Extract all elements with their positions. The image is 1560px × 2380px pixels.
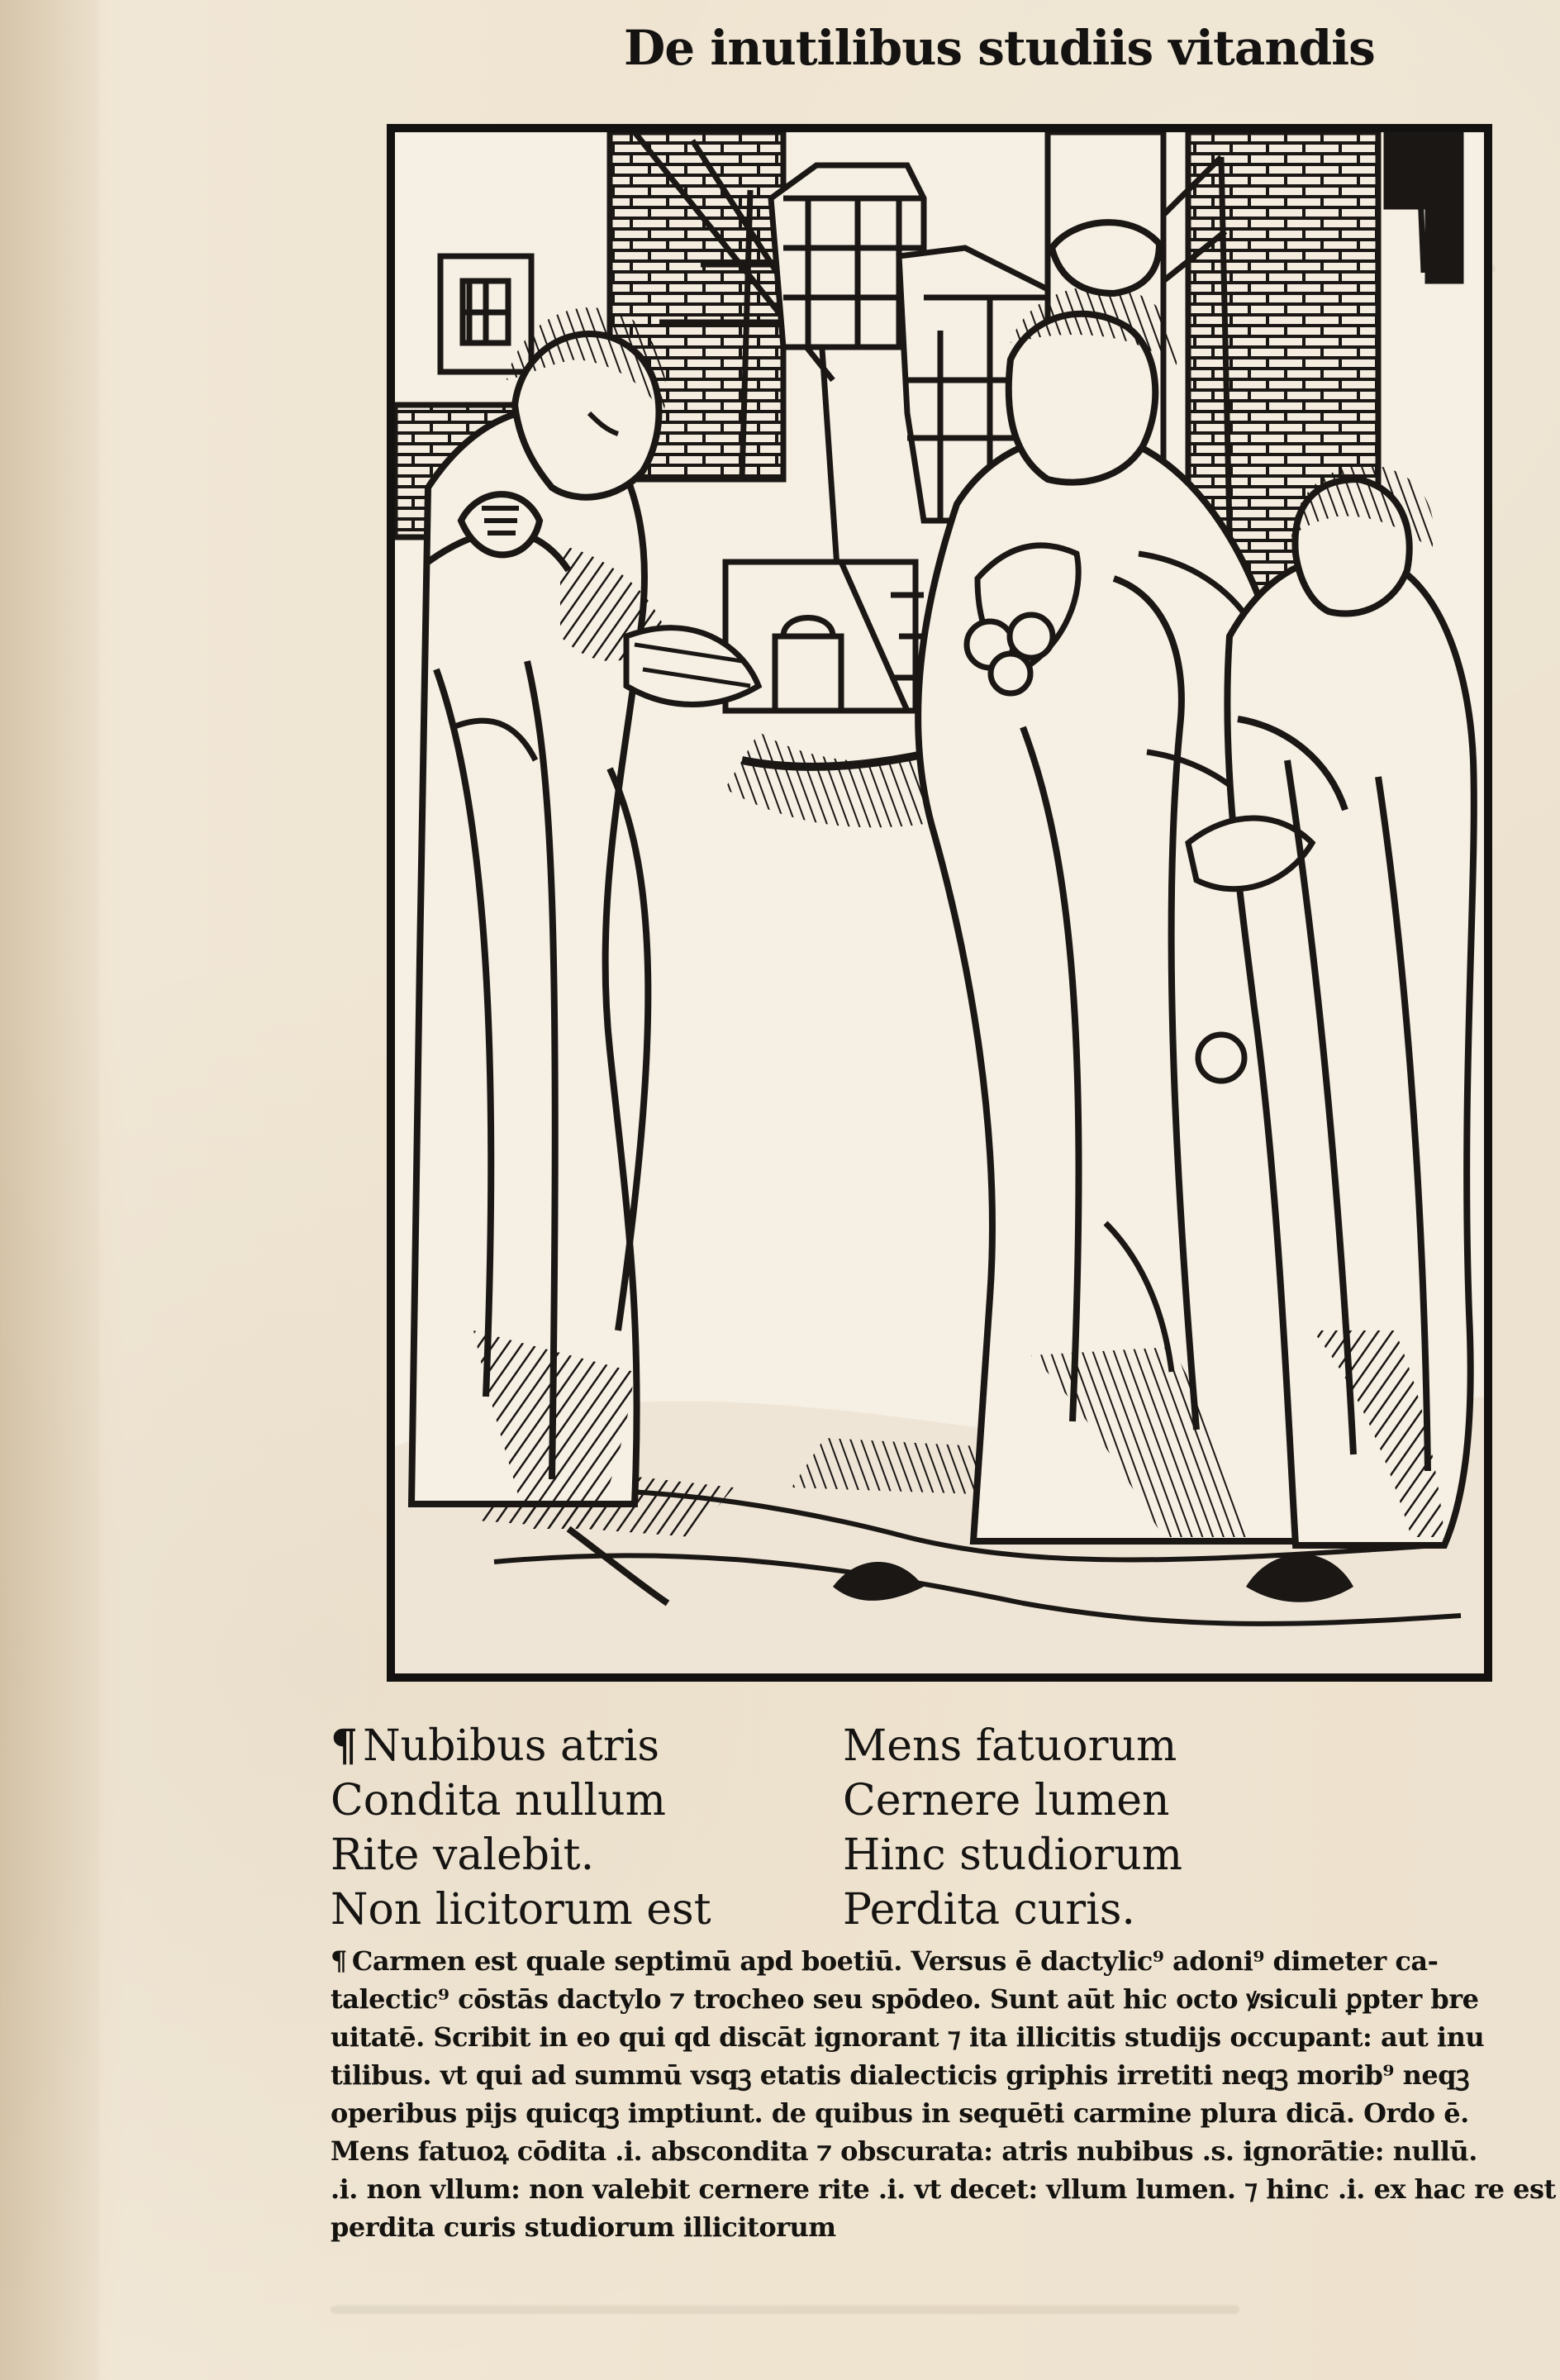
commentary-line <box>331 1942 1529 1980</box>
pilcrow-icon: ¶ <box>331 1945 347 1977</box>
woodcut-illustration <box>387 124 1492 1682</box>
verse-left-3: Rite valebit. <box>331 1830 595 1880</box>
commentary-block <box>331 1942 1556 2246</box>
woodcut-svg <box>395 132 1484 1673</box>
verse-right-4: Perdita curis. <box>843 1885 1135 1935</box>
verse-right-1: Mens fatuorum <box>843 1721 1177 1771</box>
page-heading: De inutilibus studiis vitandis <box>624 20 1375 76</box>
commentary-line-7: .i. non vllum: non valebit cernere rite .i. vt decet: vllum lumen. ⁊ hinc .i. ex hac re est <box>331 2173 1556 2205</box>
verse-right-2: Cernere lumen <box>843 1776 1170 1825</box>
commentary-line-8: perdita curis studiorum illicitorum <box>331 2211 836 2243</box>
verse-left-column <box>331 1719 826 1937</box>
commentary-line-6: Mens fatuoꝝ cōdita .i. abscondita ⁊ obscurata: atris nubibus .s. ignorātie: nullū. <box>331 2135 1477 2167</box>
commentary-line-2: talectic⁹ cōstās dactylo ⁊ trocheo seu spōdeo. Sunt aūt hic octo ꝟsiculi ꝑpter bre <box>331 1983 1479 2015</box>
commentary-line-3: uitatē. Scribit in eo qui qd discāt ignorant ⁊ ita illicitis studijs occupant: aut inu <box>331 2021 1485 2053</box>
verse-line <box>331 1719 826 1773</box>
verse-left-2: Condita nullum <box>331 1776 666 1825</box>
pilcrow-icon: ¶ <box>331 1721 359 1771</box>
commentary-line-4: tilibus. vt qui ad summū vsqꝫ etatis dialecticis griphis irretiti neqꝫ morib⁹ neqꝫ <box>331 2059 1469 2091</box>
commentary-line-1: Carmen est quale septimū apd boetiū. Versus ē dactylic⁹ adoni⁹ dimeter ca- <box>351 1945 1439 1977</box>
commentary-line-5: operibus pijs quicqꝫ imptiunt. de quibus in sequēti carmine plura dicā. Ordo ē. <box>331 2097 1469 2129</box>
verse-left-4: Non licitorum est <box>331 1885 711 1935</box>
page-gutter-shadow <box>0 0 99 2380</box>
verse-right-3: Hinc studiorum <box>843 1830 1183 1880</box>
verse-left-1: Nubibus atris <box>363 1721 660 1771</box>
verse-right-column <box>843 1719 1339 1937</box>
